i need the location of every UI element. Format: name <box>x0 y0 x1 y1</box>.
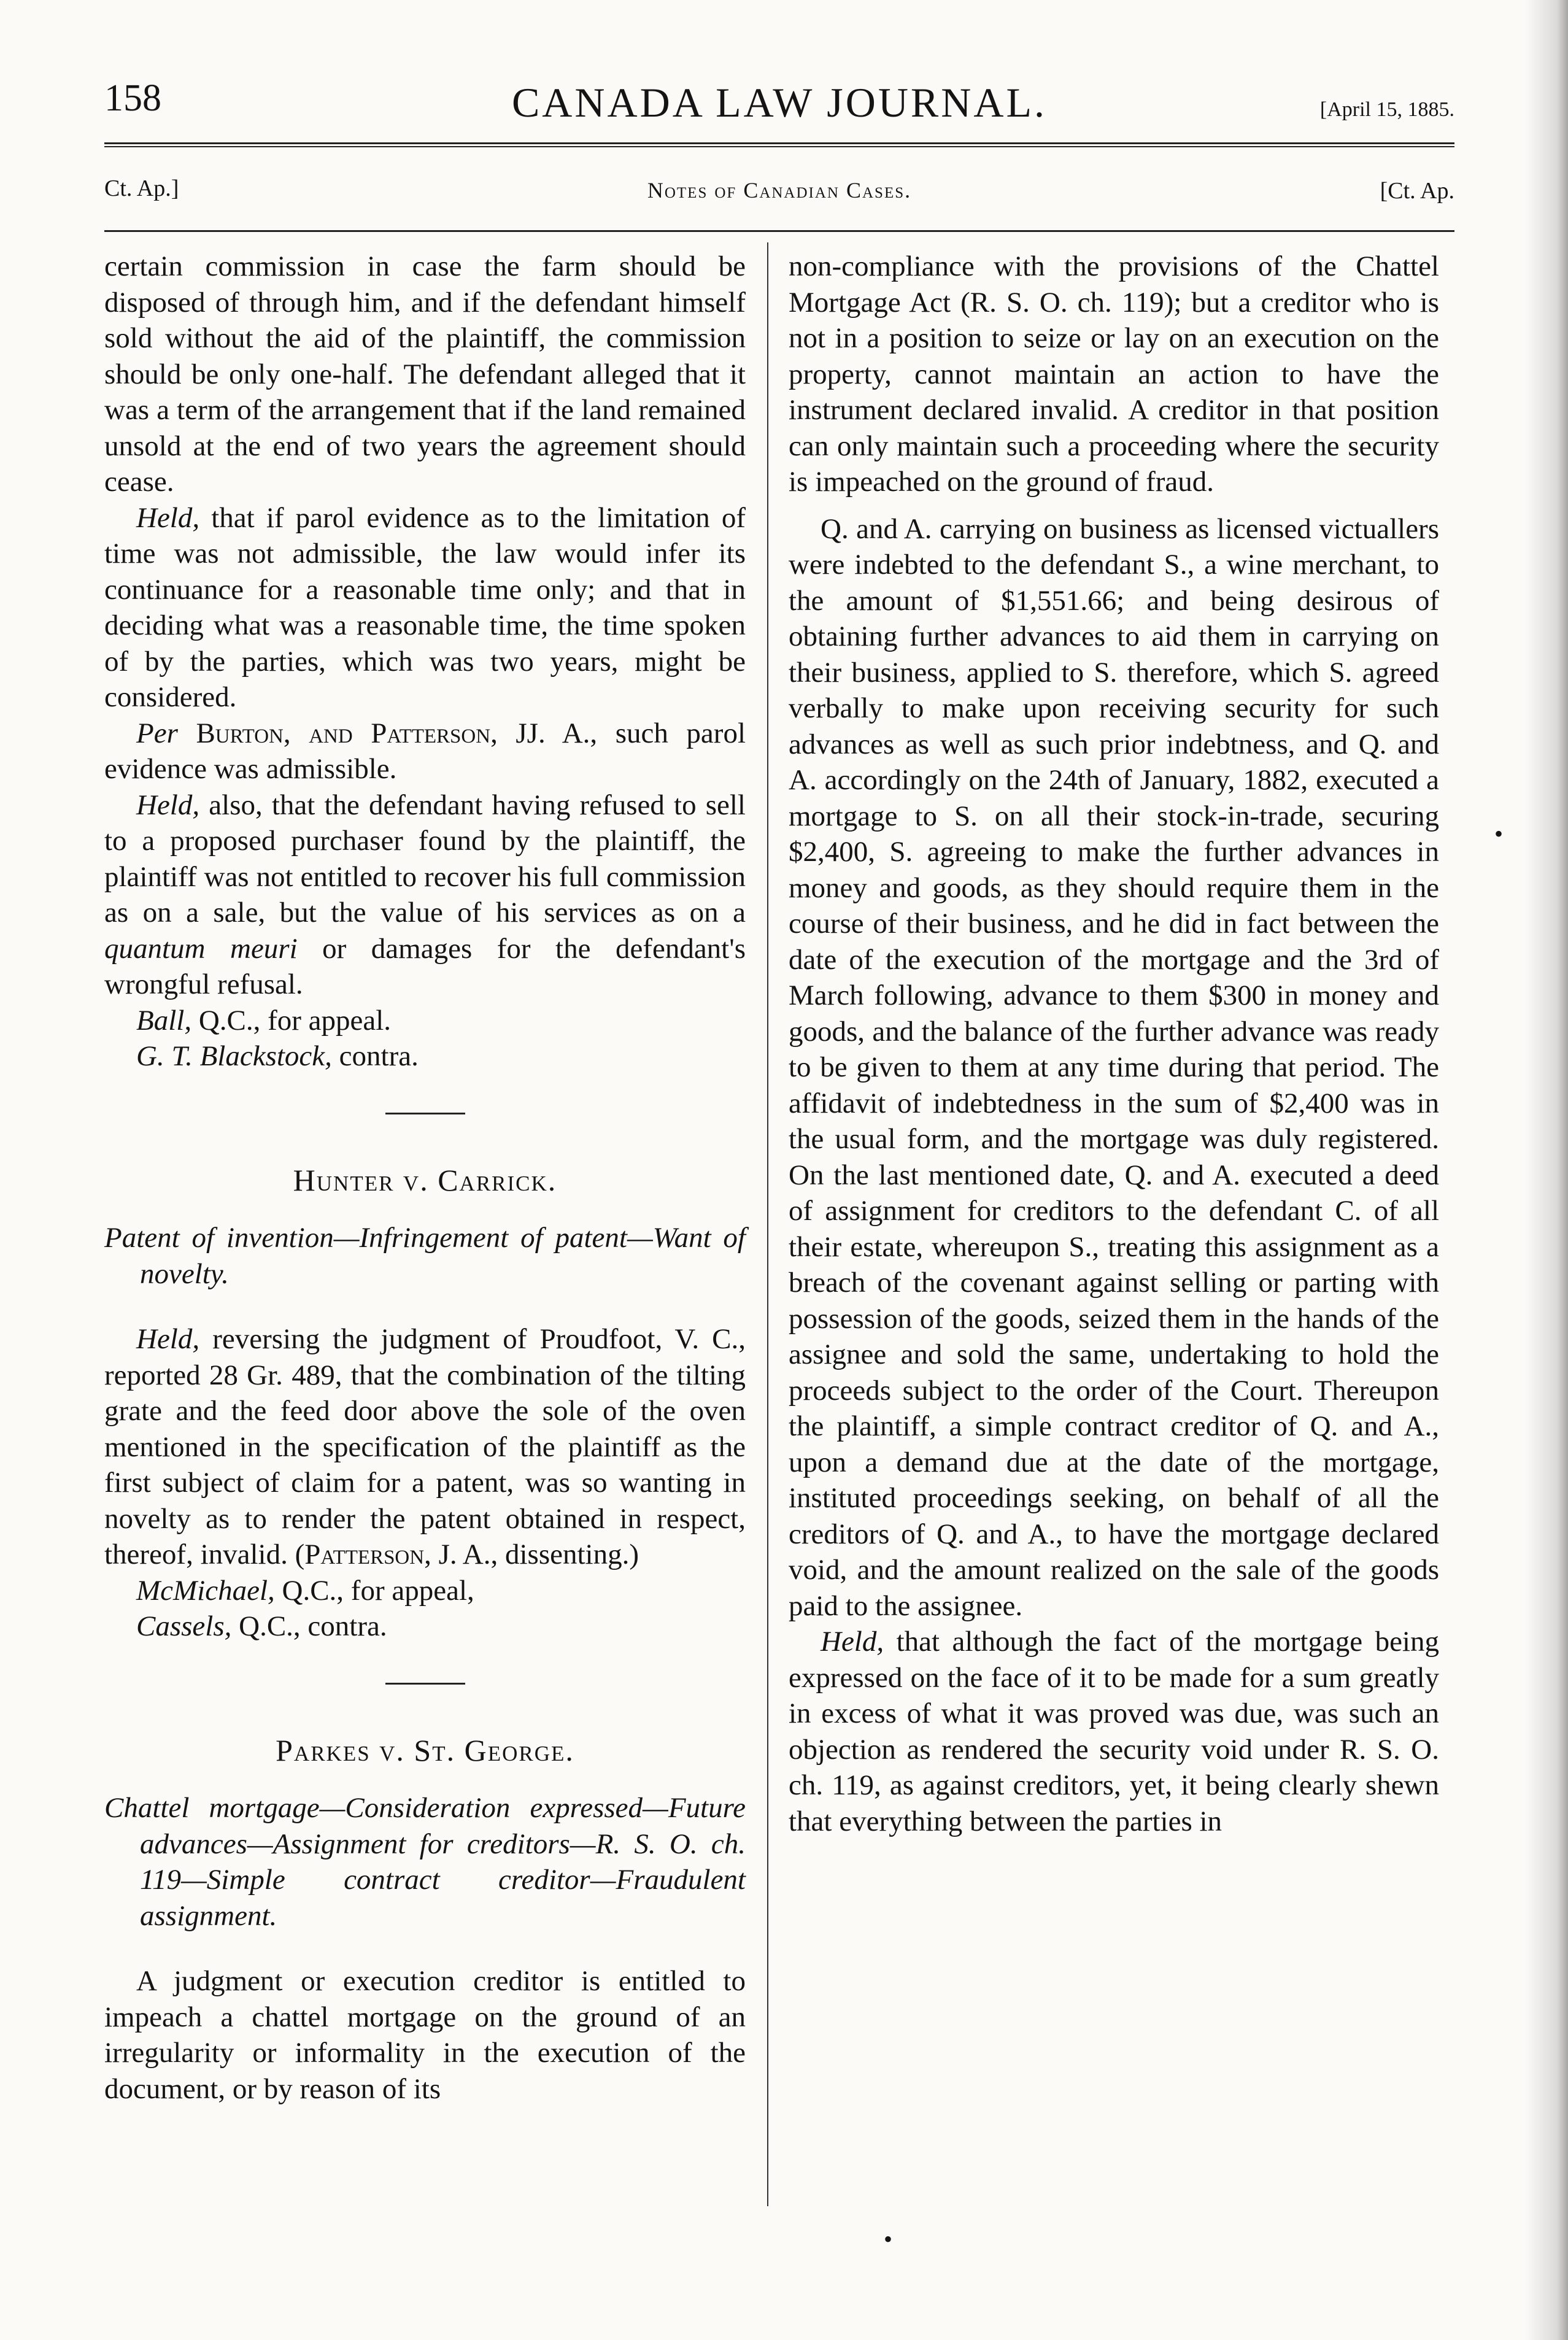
case-opening-paragraph: A judgment or execution creditor is entitled to impeach a chattel mortgage on the ground of an irregularity or informality in the execution of the document, or by reason of its <box>104 1965 746 2105</box>
counsel-role: Q.C., contra. <box>231 1610 387 1642</box>
page-header <box>104 74 1454 141</box>
held-also-paragraph <box>104 787 746 1003</box>
left-column <box>104 249 746 2107</box>
counsel-name: McMichael, <box>136 1574 275 1607</box>
issue-date: [April 15, 1885. <box>1319 98 1454 121</box>
catchwords: Patent of invention—Infringement of patent—Want of novelty. <box>104 1222 746 1290</box>
counsel-line <box>104 1003 746 1039</box>
case-separator <box>385 1113 465 1114</box>
held-text-a: also, that the defendant having refused to sell to a proposed purchaser found by the plaintiff, the plaintiff was not entitled to recover his full commission as on a sale, but the value of his services as on a <box>104 789 746 929</box>
counsel-name: Cassels, <box>136 1610 232 1642</box>
dissenting-judge: Patterson, <box>304 1539 431 1570</box>
per-curiam-text: such parol evidence was admissible. <box>104 717 746 785</box>
catchwords: Chattel mortgage—Consideration expressed—Future advances—Assignment for creditors—R. S. O. ch. 119—Simple contract creditor—Fraudulent assignment. <box>104 1792 746 1932</box>
held-paragraph <box>104 1321 746 1573</box>
running-head-section: Notes of Canadian Cases. <box>647 178 912 203</box>
opening-paragraph: certain commission in case the farm should be disposed of through him, and if the defendant himself sold without the aid of the plaintiff, the commission should be only one-half. The defendant alleged that it was a term of the arrangement that if the land remained unsold at the end of two years the agreement should cease. <box>104 250 746 498</box>
counsel-name: Ball, <box>136 1004 192 1037</box>
counsel-line <box>104 1573 746 1609</box>
held-text: that although the fact of the mortgage being expressed on the face of it to be made for a sum greatly in excess of what it was proved was due, was such an objection as rendered the security void under R. S. O. ch. 119, as against creditors, yet, it being clearly shewn that everything between the parties in <box>789 1626 1439 1837</box>
case-separator <box>385 1683 465 1685</box>
held-lead: Held, <box>136 1323 200 1355</box>
held-text-a: reversing the judgment of Proudfoot, V. C., reported 28 Gr. 489, that the combination of the tilting grate and the feed door above the sole of the oven mentioned in the specification of the plaintiff as the first subject of claim for a patent, was so wanting in novelty as to render the patent obtained in respect, thereof, invalid. ( <box>104 1323 746 1570</box>
held-text-b: J. A., dissenting.) <box>431 1539 639 1570</box>
counsel-role: Q.C., for appeal, <box>274 1574 474 1607</box>
counsel-role: Q.C., for appeal. <box>191 1004 392 1037</box>
stray-ink-mark: • <box>884 2225 893 2253</box>
per-lead: Per <box>136 717 178 749</box>
held-lead: Held, <box>136 789 200 821</box>
column-divider <box>767 242 768 2206</box>
right-column <box>789 249 1439 1839</box>
per-curiam-paragraph <box>104 716 746 787</box>
header-rule <box>104 142 1454 147</box>
facts-paragraph: Q. and A. carrying on business as licensed victuallers were indebted to the defendant S., a wine merchant, to the amount of $1,551.66; and being desirous of obtaining further advances to aid them in carrying on their business, applied to S. therefore, which S. agreed verbally to make upon receiving security for such advances as well as such prior indebtness, and Q. and A. accordingly on the 24th of January, 1882, executed a mortgage to S. on all their stock-in-trade, securing $2,400, S. agreeing to make the further advances in money and goods, as they should require them in the course of their business, and he did in fact between the date of the execution of the mortgage and the 3rd of March following, advance to them $300 in money and goods, and the balance of the further advance was ready to be given to them at any time during that period. The affidavit of indebtedness in the sum of $2,400 was in the usual form, and the mortgage was duly registered. On the last mentioned date, Q. and A. executed a deed of assignment for creditors to the defendant C. of all their estate, whereupon S., treating this assignment as a breach of the covenant against selling or parting with possession of the goods, seized them in the hands of the assignee and sold the same, undertaking to hold the proceeds subject to the order of the Court. Thereupon the plaintiff, a simple contract creditor of Q. and A., upon a demand due at the date of the mortgage, instituted proceedings seeking, on behalf of all the creditors of Q. and A., to have the mortgage declared void, and the amount realized on the sale of the goods paid to the assignee. <box>789 512 1439 1622</box>
continuation-paragraph: non-compliance with the provisions of the Chattel Mortgage Act (R. S. O. ch. 119); but a creditor who is not in a position to seize or lay on an execution on the property, cannot maintain an action to have the instrument declared invalid. A creditor in that position can only maintain such a proceeding where the security is impeached on the ground of fraud. <box>789 250 1439 498</box>
case-title: Hunter v. Carrick. <box>293 1162 557 1197</box>
latin-phrase: quantum meuri <box>104 932 298 965</box>
held-paragraph <box>789 1624 1439 1839</box>
journal-title: CANADA LAW JOURNAL. <box>511 79 1048 126</box>
held-lead: Held, <box>821 1626 884 1658</box>
running-head <box>104 175 1454 218</box>
counsel-line <box>104 1038 746 1075</box>
page-edge-shadow <box>1525 0 1568 2340</box>
running-head-left: Ct. Ap.] <box>104 176 179 201</box>
counsel-line <box>104 1608 746 1645</box>
held-lead: Held, <box>136 501 200 534</box>
held-text-b: or damages for the defendant's wrongful refusal. <box>104 932 746 1000</box>
held-text: that if parol evidence as to the limitation of time was not admissible, the law would infer its continuance for a reasonable time only; and that in deciding what was a reasonable time, the time spoken of by the parties, which was two years, might be considered. <box>104 501 746 713</box>
counsel-role: contra. <box>331 1040 419 1072</box>
running-head-rule <box>104 230 1454 232</box>
running-head-right: [Ct. Ap. <box>1380 178 1454 204</box>
counsel-name: G. T. Blackstock, <box>136 1040 332 1072</box>
held-paragraph <box>104 500 746 716</box>
page-number: 158 <box>104 77 161 119</box>
judges-names: Burton, and Patterson, JJ. A., <box>177 717 598 749</box>
case-title: Parkes v. St. George. <box>276 1732 574 1767</box>
stray-ink-mark: • <box>1494 820 1504 848</box>
